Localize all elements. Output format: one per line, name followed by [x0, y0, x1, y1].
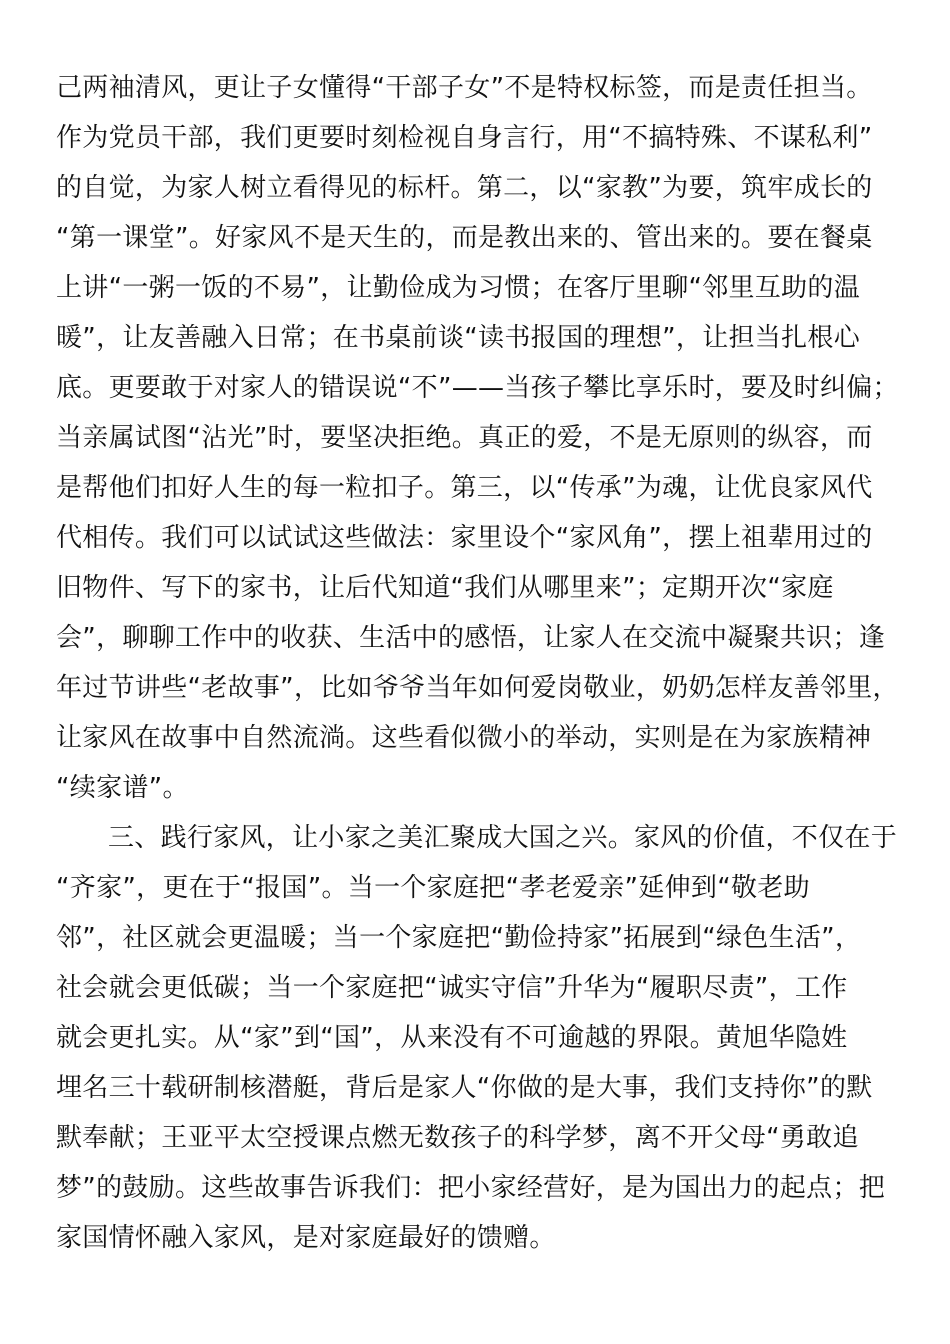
text-line: 让家风在故事中自然流淌。这些看似微小的举动，实则是在为家族精神	[56, 723, 872, 753]
text-line: 旧物件、写下的家书，让后代知道“我们从哪里来”；定期开次“家庭	[56, 573, 834, 603]
text-line: 社会就会更低碳；当一个家庭把“诚实守信”升华为“履职尽责”，工作	[56, 973, 848, 1003]
text-line: “续家谱”。	[56, 773, 189, 803]
text-line: 家国情怀融入家风，是对家庭最好的馈赠。	[56, 1223, 556, 1253]
section-heading-line: 三、践行家风，让小家之美汇聚成大国之兴。家风的价值，不仅在于	[108, 823, 898, 853]
text-line: 的自觉，为家人树立看得见的标杆。第二，以“家教”为要，筑牢成长的	[56, 173, 873, 203]
text-line: 梦”的鼓励。这些故事告诉我们：把小家经营好，是为国出力的起点；把	[56, 1173, 886, 1203]
text-line: 暖”，让友善融入日常；在书桌前谈“读书报国的理想”，让担当扎根心	[56, 323, 861, 353]
text-line: 代相传。我们可以试试这些做法：家里设个“家风角”，摆上祖辈用过的	[56, 523, 873, 553]
text-line: 埋名三十载研制核潜艇，背后是家人“你做的是大事，我们支持你”的默	[56, 1073, 873, 1103]
text-line: 当亲属试图“沾光”时，要坚决拒绝。真正的爱，不是无原则的纵容，而	[56, 423, 873, 453]
text-line: 己两袖清风，更让子女懂得“干部子女”不是特权标签，而是责任担当。	[56, 73, 873, 103]
text-line: 作为党员干部，我们更要时刻检视自身言行，用“不搞特殊、不谋私利”	[56, 123, 873, 153]
text-line: 底。更要敢于对家人的错误说“不”——当孩子攀比享乐时，要及时纠偏；	[56, 373, 899, 403]
text-line: 邻”，社区就会更温暖；当一个家庭把“勤俭持家”拓展到“绿色生活”，	[56, 923, 862, 953]
text-line: “齐家”，更在于“报国”。当一个家庭把“孝老爱亲”延伸到“敬老助	[56, 873, 810, 903]
text-line: 是帮他们扣好人生的每一粒扣子。第三，以“传承”为魂，让优良家风代	[56, 473, 873, 503]
text-line: 会”，聊聊工作中的收获、生活中的感悟，让家人在交流中凝聚共识；逢	[56, 623, 886, 653]
text-line: 默奉献；王亚平太空授课点燃无数孩子的科学梦，离不开父母“勇敢追	[56, 1123, 859, 1153]
text-line: “第一课堂”。好家风不是天生的，而是教出来的、管出来的。要在餐桌	[56, 223, 873, 253]
text-line: 就会更扎实。从“家”到“国”，从来没有不可逾越的界限。黄旭华隐姓	[56, 1023, 848, 1053]
text-line: 上讲“一粥一饭的不易”，让勤俭成为习惯；在客厅里聊“邻里互助的温	[56, 273, 861, 303]
text-line: 年过节讲些“老故事”，比如爷爷当年如何爱岗敬业，奶奶怎样友善邻里，	[56, 673, 899, 703]
